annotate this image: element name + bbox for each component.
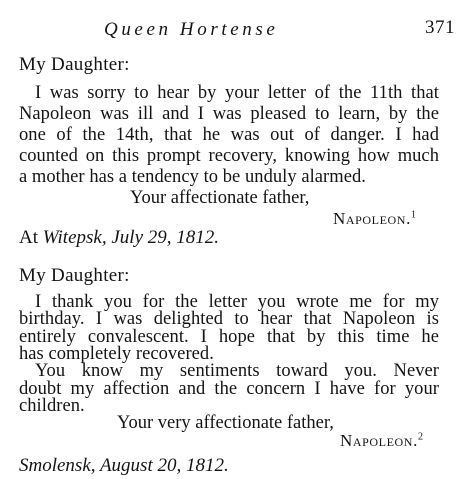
letter-2-body-line: You know my sentiments toward you. Never xyxy=(35,361,439,382)
footnote-marker: 1 xyxy=(410,209,417,221)
letter-2-closing: Your very affectionate father, xyxy=(117,413,334,434)
letter-2-body-line: birthday. I was delighted to hear that Napoleon is xyxy=(19,309,439,330)
dateline-date: July 29, 1812. xyxy=(111,227,220,248)
letter-2-dateline xyxy=(19,455,229,477)
letter-1-body-line: a mother has a tendency to be unduly alarmed. xyxy=(19,167,366,187)
footnote-marker: 2 xyxy=(417,431,424,443)
dateline-prefix: At xyxy=(19,227,38,248)
letter-1-body-line: Napoleon was ill and I was pleased to learn, by the xyxy=(19,104,439,124)
letter-2-signature xyxy=(340,431,424,451)
dateline-place: Smolensk, xyxy=(19,455,96,476)
letter-1-body-line: I was sorry to hear by your letter of the 11th that xyxy=(35,83,439,103)
dateline-date: August 20, 1812. xyxy=(99,455,229,476)
letter-1-signature-name: Napoleon. xyxy=(333,209,411,228)
letter-2-salutation: My Daughter: xyxy=(19,265,130,286)
dateline-place: Witepsk, xyxy=(42,227,107,248)
letter-2-body-line: has completely recovered. xyxy=(19,343,214,364)
running-head xyxy=(0,14,469,40)
letter-2-signature-name: Napoleon. xyxy=(340,431,418,451)
letter-2-body-line: I thank you for the letter you wrote me for my xyxy=(35,292,439,312)
letter-1-dateline xyxy=(19,227,219,249)
letter-1-body-line: one of the 14th, that he was out of danger. I had xyxy=(19,125,439,145)
letter-1-salutation: My Daughter: xyxy=(19,54,130,75)
letter-2-body-line: children. xyxy=(19,395,85,416)
letter-1-closing: Your affectionate father, xyxy=(130,188,310,208)
letter-2-body-line: entirely convalescent. I hope that by this time he xyxy=(19,326,439,347)
running-head-title: Queen Hortense xyxy=(104,19,279,40)
letter-2-body-line: doubt my affection and the concern I have for your xyxy=(19,378,439,399)
letter-1-body-line: counted on this prompt recovery, knowing how much xyxy=(19,146,439,166)
letter-1-signature xyxy=(333,209,417,229)
page-number: 371 xyxy=(425,17,455,38)
